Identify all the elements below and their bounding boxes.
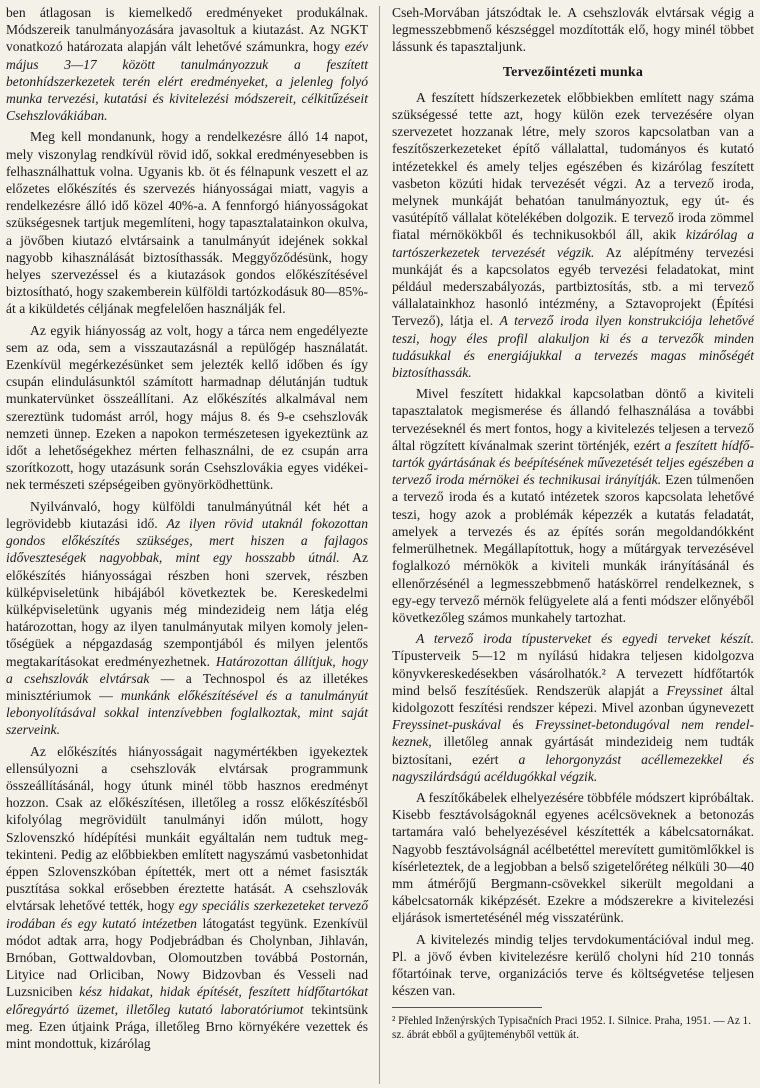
right-column	[392, 4, 754, 1042]
text-run: és	[500, 717, 536, 733]
paragraph	[392, 630, 754, 785]
text-run: ben átlagosan is kiemelkedő eredményeket produkálnak. Módszereik tanulmányozására javasoltuk a kiutazást. Az NGKT vonatkozó határozata alapján vált lehetővé számunkra, hogy	[6, 5, 368, 55]
italic-text: a feszített hídfőtartók gyártásának és beépítésének művezetését teljes egészében a tervező iroda mérnökei és technikusai irányítják.	[392, 437, 754, 488]
italic-text: ezév május 3—17 között tanulmányozzuk a feszített betonhídszerkezetek terén elért eredményeket, a jelenleg folyó munka tervezési, kutatási és kivitelezési módszereit, célkitűzéseit Csehszlovákiában.	[6, 39, 368, 124]
column-divider	[379, 6, 380, 1084]
text-run: Meg kell mondanunk, hogy a rendelkezésre álló 14 napot, mely viszonylag rendkívül rövid idő, sokkal eredményesebben is felhasználhattuk volna. Ugyanis kb. öt és félnapunk veszett el az előzetes előkészítés és szervezés hiányosságai miatt, vagyis a rendelkezésre álló idő közel 40%-a. A fennforgó hiányosságokat szükségesnek tartjuk megemlíteni, hogy tapasztalatainkon okulva, a jövőben kiutazó elvtársaink a tanulmányút idejének sokkal nagyobb kihasználását biztosíthassák. Meggyőződésünk, hogy helyes szervezéssel és a kiutazások gondos előkészítésével biztosítható, hogy szakemberein külföldi tartózkodásuk 80—85%-át a kiküldetés céljának megfelelően használják fel.	[6, 129, 368, 317]
paragraph	[392, 4, 754, 56]
italic-text: A tervező iroda típusterveket és egyedi terveket készít.	[416, 631, 754, 647]
paragraph	[6, 128, 368, 317]
paragraph	[392, 789, 754, 927]
italic-text: kizárólag a tartószerkezetek tervezését végzik.	[392, 227, 754, 260]
italic-text: A tervező iroda ilyen konstrukciója lehetővé teszi, hogy éles profil alakuljon ki és a tervezők minden tudásukkal és energiájukkal a tervezés magas minőségét biztosíthassák.	[392, 313, 754, 381]
italic-text: munkánk előkészítésével és a tanulmányút lebonyolításával sokkal intenzívebben foglalkoztak, mint saját szerveink.	[6, 687, 368, 738]
paragraph	[392, 385, 754, 626]
text-run: látogatást tegyünk. Ezenkívül módot adtak arra, hogy Podjebrádban és Cholynban, Jihlaván, Brnóban, Gottwaldovban, Olomoutzben továbbá Postornán, Lityice nad Orliciban, Nowy Bidzovban és Vesseli nad Luzsniciben	[6, 915, 369, 1000]
paragraph	[6, 322, 368, 494]
text-run: A feszítőkábelek elhelyezésére többféle módszert kipróbáltak. Kisebb fesztávolságoknál egyenes acélcsöveknek a betonozás tartamára való behelyezésével készítették a kábelcsatornákat. Nagyobb fesztávolságnál acélbetéttel merevített gumitömlőkkel is kísérleteztek, de a legjobban a belső szigetelőréteg nélküli 30—40 mm átmérőjű Bergmann-csövekkel sikerült megoldani a kábelcsatornák kiképzését. Ezekre a módszerekre a kivitelezési eljárások ismertetésénél még visszatérünk.	[392, 789, 754, 926]
paragraph	[6, 4, 368, 124]
text-run: — a Technospol és az illetékes minisztériumok —	[6, 670, 368, 703]
text-run: Az előkészítés hiányosságait nagymértékben igyekeztek ellensúlyozni a csehszlovák elvtársak programmunk összeállításánál, hogy útunk minél több hasznos eredményt hozzon. Csak az előkészítésen, illetőleg a rossz előkészítésből kifolyólag megrövidült tanulmányi időn múlott, hogy Szlovenszkó hídépítési munkáit egyáltalán nem tudtuk megtekinteni. Pedig az előbbiekben említett nagyszámú vasbetonhidat éppen Szlovenszkóban építették, mert ott a német fasiszták pusztítása sokkal erősebben éreztette hatását. A csehszlovák elvtársak lehetővé tették, hogy	[6, 743, 368, 914]
paragraph	[392, 931, 754, 1000]
italic-text: Határozottan állítjuk, hogy a csehszlovák elvtársak	[6, 653, 368, 686]
paragraph	[6, 498, 368, 739]
italic-text: Freyssinet	[666, 682, 723, 698]
italic-text: egy speciális szerkezeteket tervező irodában és egy kutató intézetben	[6, 898, 368, 931]
italic-text: kész hidakat, hidak építését, feszített hídfőtartókat előregyártó üzemet, illetőleg kutató laboratóriumot	[6, 984, 368, 1017]
text-run: Mivel feszített hidakkal kapcsolatban döntő a kiviteli tapasztalatok megismerése és állandó felhasználása a további tervezéseknél és mert fontos, hogy a kivitelezés teljesen a tervező által rögzített kívánalmak szerint történjék, ezért	[392, 386, 754, 453]
text-run: illetőleg annak gyártását mindezideig nem tudták biztosítani, ezért	[392, 734, 754, 767]
text-run: Az előkészítés hiányosságai részben honi szervek, részben külképviseletünk hibájából következtek be. Kereskedelmi külképviseletünk ugyanis még mindezideig nem látja elég határozottan, hogy az ilyen tanulmányutak milyen komoly jelentőségüek a népgazdaság szempontjából és milyen jelentős megtakarításokat eredményezhetnek.	[6, 550, 369, 669]
text-run: Az alépítmény tervezési munkáját és a kapcsolatos egyéb tervezési feladatokat, mint például mederszabályozás, partbiztosítás, stb. a mi tervező vállalatainkhoz hasonló intézmény, a Sztavoprojekt (Építési Tervező), látja el.	[392, 244, 755, 329]
italic-text: a lehorgonyzást acéllemezekkel és nagyszilárdságú acéldugókkal végzik.	[392, 751, 755, 784]
text-run: Nyilvánvaló, hogy külföldi tanulmányútnál két hét a legrövidebb kiutazási idő.	[6, 498, 368, 531]
left-column	[6, 4, 368, 1056]
paragraph	[392, 89, 754, 381]
text-run: A feszített hídszerkezetek előbbiekben említett nagy száma szükségessé tette azt, hogy külön ezek tervezésére olyan szervezetet hozzanak létre, mely szoros kapcsolatban van a feszítőszerkezeteket építő vállalattal, tudományos és kutató intézetekkel és amely teljes egészében és kizárólag feszített vasbeton közúti hidak tervezését végzi. Az a tervező iroda, melynek munkáját behatóan tanulmányoztuk, egy út- és vasútépítő vállalat kötelékében dolgozik. E tervező iroda zömmel fiatal mérnökökből és technikusokból áll, akik	[392, 89, 754, 243]
text-run: által kidolgozott feszítési rendszer képezi. Mivel azonban úgynevezett	[392, 682, 754, 715]
text-run: tekintsünk meg. Ezen útjaink Prága, illetőleg Brno környékére vezettek és mint mondottuk, kizárólag	[6, 1001, 368, 1051]
text-run: Ezen túlmenően a tervező iroda és a kutató intézetek szoros kapcsolata lehetővé teszi, hogy azok a problémák képezzék a kutatás feladatát, amelyek a tervezés és az építés során megoldandókként felmerülhetnek. Megállapítottuk, hogy a műtárgyak tervezésével foglalkozó mérnökök a kiviteli munkák irányításánál és ellenőrzésénél a legmesszebbmenő hatáskörrel rendelkeznek, s egy-egy tervező mérnök felügyelete alá a fenti módszer előnyéből következőleg számos munkahely tartozhat.	[392, 472, 754, 625]
text-run: Típusterveik 5—12 m nyílású hidakra teljesen kidolgozva könyvkereskedésekben vásárolhatók.² A tervezett hídfőtartók mind belső feszítésűek. Rendszerük alapját a	[392, 648, 754, 698]
text-run: A kivitelezés mindig teljes tervdokumentációval indul meg. Pl. a jövő évben kivitelezésre kerülő cholyni híd 210 tonnás főtartóinak terve, organizációs terve és költségvetése teljesen készen van.	[392, 931, 754, 999]
italic-text: Freyssinet-betondugóval nem rendelkeznek,	[392, 717, 755, 750]
italic-text: Az ilyen rövid utaknál fokozottan gondos előkészítés szükséges, mert hiszen a fajlagos időveszteségek nagyobbak, mint egy hosszabb útnál.	[6, 515, 368, 566]
text-run: Cseh-Morvában játszódtak le. A csehszlovák elvtársak végig a legmesszebbmenő készséggel mozdították elő, hogy minél többet lássunk és tapasztaljunk.	[392, 5, 754, 55]
italic-text: Freyssinet-puskával	[392, 717, 501, 733]
footnote: ² Přehled Inženýrských Typisačních Praci 1952. I. Silnice. Praha, 1951. — Az 1. sz. ábrát ebből a gyűjteményből vettük át.	[392, 1015, 752, 1042]
text-run: Az egyik hiányosság az volt, hogy a tárca nem engedélyezte sem az oda, sem a visszautazásnál a repülőgép használatát. Ezenkívül megérkezésünket sem jelezték kellő időben és így csupán elindulásunktól számított harmadnap délutánján tudtuk munkatervünket összeállítani. Az előkészítés alkalmával nem szereztünk tudomást arról, hogy május 8. és 9-e csehszlovák nemzeti ünnep. Ezeken a napokon természetesen igyekeztünk az időt a lehetőségekhez mérten felhasználni, de ez csupán arra szorítkozott, hogy utazásunk során Csehszlovákia egyes vidékeinek természeti szépségeiben gyönyörködhettünk.	[6, 322, 368, 493]
paragraph	[6, 743, 368, 1053]
section-heading: Tervezőintézeti munka	[502, 64, 644, 80]
footnote-rule	[392, 1007, 542, 1008]
